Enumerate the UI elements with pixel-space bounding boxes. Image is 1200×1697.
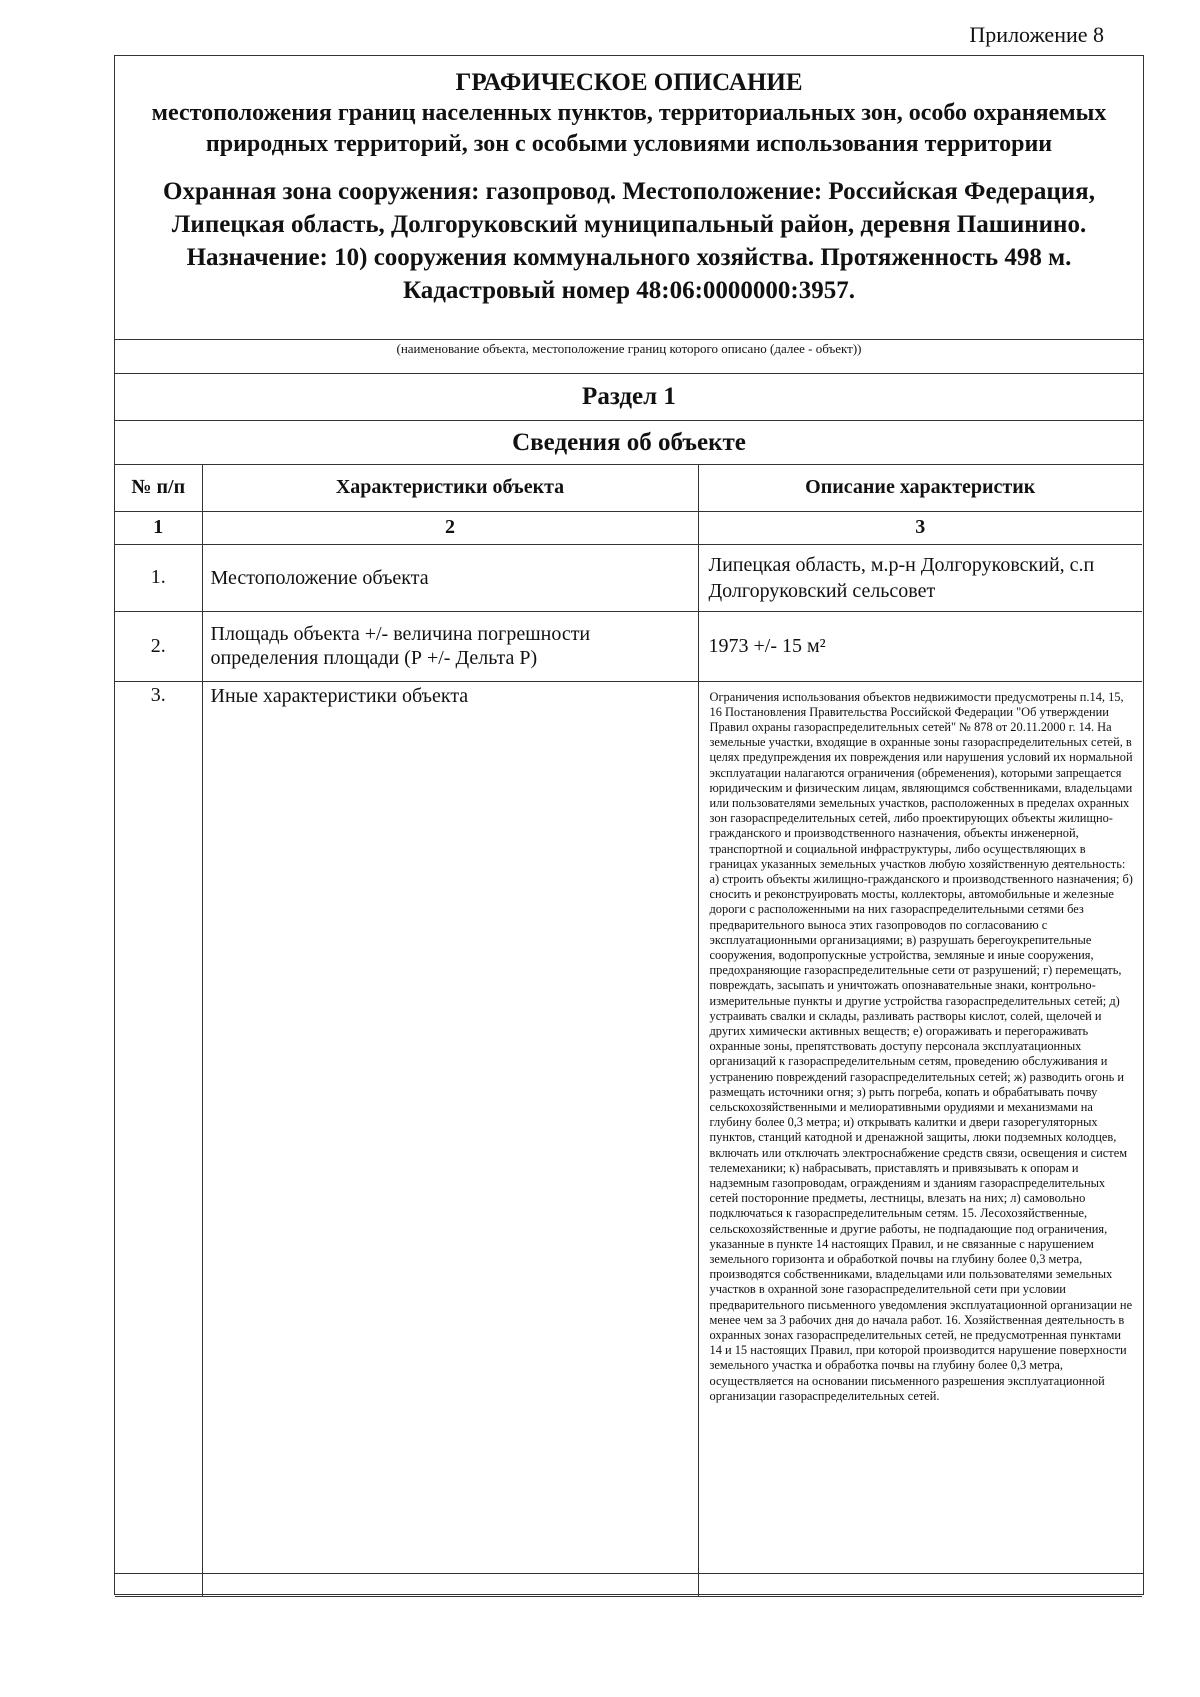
table-row	[115, 681, 1142, 1596]
column-number: 1	[115, 511, 202, 544]
object-description: Охранная зона сооружения: газопровод. Местоположение: Российская Федерация, Липецкая область, Долгоруковский муниципальный район, деревня Пашинино. Назначение: 10) сооружения коммунального хозяйства. Протяженность 498 м. Кадастровый номер 48:06:0000000:3957.	[163, 178, 1095, 304]
table-row	[115, 544, 1142, 611]
info-heading: Сведения об объекте	[115, 421, 1143, 465]
row-characteristic: Иные характеристики объекта	[202, 681, 698, 1596]
section-heading: Раздел 1	[115, 374, 1143, 421]
column-number: 2	[202, 511, 698, 544]
column-header-description: Описание характеристик	[698, 465, 1142, 511]
row-description: 1973 +/- 15 м²	[698, 611, 1142, 681]
document-header	[115, 56, 1143, 339]
row-number: 1.	[115, 544, 202, 611]
document-subtitle: местоположения границ населенных пунктов, территориальных зон, особо охраняемых природных территорий, зон с особыми условиями использования территории	[151, 100, 1107, 157]
column-header-num: № п/п	[115, 465, 202, 511]
object-caption-text: (наименование объекта, местоположение границ которого описано (далее - объект))	[396, 341, 862, 356]
object-table	[115, 465, 1142, 1597]
bottom-divider	[115, 1573, 1143, 1574]
row-characteristic: Площадь объекта +/- величина погрешности определения площади (Р +/- Дельта Р)	[202, 611, 698, 681]
column-header-characteristic: Характеристики объекта	[202, 465, 698, 511]
row-number: 3.	[115, 681, 202, 1596]
document-title: ГРАФИЧЕСКОЕ ОПИСАНИЕ	[455, 69, 803, 96]
row-description: Липецкая область, м.р-н Долгоруковский, с.п Долгоруковский сельсовет	[698, 544, 1142, 611]
row-description: Ограничения использования объектов недвижимости предусмотрены п.14, 15, 16 Постановления Правительства Российской Федерации "Об утверждении Правил охраны газораспределительных сетей" № 878 от 20.11.2000 г. 14. На земельные участки, входящие в охранные зоны газораспределительных сетей, в целях предупреждения их повреждения или нарушения условий их нормальной эксплуатации налагаются ограничения (обременения), которыми запрещается юридическим и физическим лицам, являющимся собственниками, владельцами или пользователями земельных участков, расположенных в пределах охранных зон газораспределительных сетей, либо проектирующих объекты жилищно-гражданского и производственного назначения, объекты инженерной, транспортной и социальной инфраструктуры, либо осуществляющих в границах указанных земельных участков любую хозяйственную деятельность: а) строить объекты жилищно-гражданского и производственного назначения; б) сносить и реконструировать мосты, коллекторы, автомобильные и железные дороги с расположенными на них газораспределительными сетями без предварительного выноса этих газопроводов по согласованию с эксплуатационными организациями; в) разрушать берегоукрепительные сооружения, водопропускные устройства, земляные и иные сооружения, предохраняющие газораспределительные сети от разрушений; г) перемещать, повреждать, засыпать и уничтожать опознавательные знаки, контрольно-измерительные пункты и другие устройства газораспределительных сетей; д) устраивать свалки и склады, разливать растворы кислот, солей, щелочей и других химически активных веществ; е) огораживать и перегораживать охранные зоны, препятствовать доступу персонала эксплуатационных организаций к газораспределительным сетям, проведению обслуживания и устранению повреждений газораспределительных сетей; ж) разводить огонь и размещать источники огня; з) рыть погреба, копать и обрабатывать почву сельскохозяйственными и мелиоративными орудиями и механизмами на глубину более 0,3 метра; и) открывать калитки и двери газорегуляторных пунктов, станций катодной и дренажной защиты, люки подземных колодцев, включать или отключать электроснабжение средств связи, освещения и систем телемеханики; к) набрасывать, приставлять и привязывать к опорам и надземным газопроводам, ограждениям и зданиям газораспределительных сетей посторонние предметы, лестницы, влезать на них; л) самовольно подключаться к газораспределительным сетям. 15. Лесохозяйственные, сельскохозяйственные и другие работы, не подпадающие под ограничения, указанные в пункте 14 настоящих Правил, и не связанные с нарушением земельного горизонта и обработкой почвы на глубину более 0,3 метра, производятся собственниками, владельцами или пользователями земельных участков в охранной зоне газораспределительной сети при условии предварительного письменного уведомления эксплуатационной организации не менее чем за 3 рабочих дня до начала работ. 16. Хозяйственная деятельность в охранных зонах газораспределительных сетей, не предусмотренная пунктами 14 и 15 настоящих Правил, при которой производится нарушение поверхности земельного участка и обработка почвы на глубину более 0,3 метра, осуществляется на основании письменного разрешения эксплуатационной организации газораспределительных сетей.	[709, 689, 1133, 1403]
row-number: 2.	[115, 611, 202, 681]
table-row	[115, 611, 1142, 681]
appendix-label: Приложение 8	[969, 22, 1104, 47]
column-number: 3	[698, 511, 1142, 544]
column-number-row	[115, 511, 1142, 544]
object-caption	[115, 339, 1143, 374]
row-description-cell	[698, 681, 1142, 1596]
document-frame	[114, 55, 1144, 1595]
row-characteristic: Местоположение объекта	[202, 544, 698, 611]
table-header-row	[115, 465, 1142, 511]
